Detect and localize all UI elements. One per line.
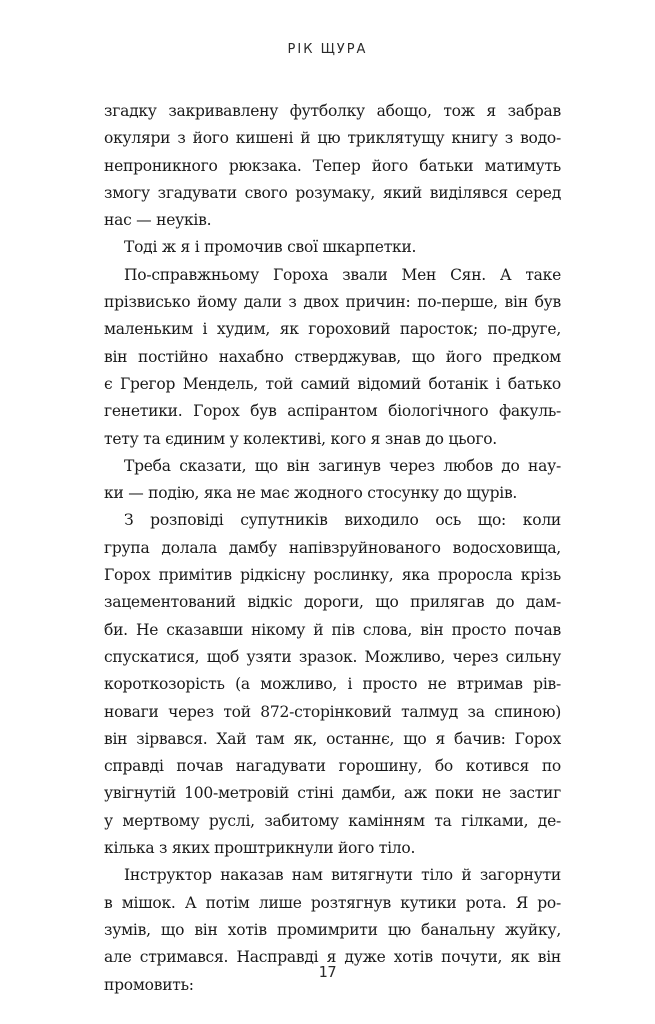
text-line: генетики. Горох був аспірантом біологічного факуль- <box>104 402 561 421</box>
paragraph <box>104 234 561 261</box>
text-line: Інструктор наказав нам витягнути тіло й загорнути <box>124 866 561 885</box>
text-line: спускатися, щоб узяти зразок. Можливо, через сильну <box>104 647 561 666</box>
text-line: ки — подію, яка не має жодного стосунку до щурів. <box>104 484 518 503</box>
text-line: Треба сказати, що він загинув через любов до нау- <box>124 456 561 475</box>
text-line: короткозорість (а можливо, і просто не втримав рів- <box>104 675 561 694</box>
running-head: РІК ЩУРА <box>287 42 368 57</box>
page-number: 17 <box>318 963 337 981</box>
text-line: в мішок. А потім лише розтягнув кутики рота. Я ро- <box>104 893 561 912</box>
text-line: він постійно нахабно стверджував, що його предком <box>104 347 561 366</box>
text-line: він зірвався. Хай там як, останнє, що я бачив: Горох <box>104 729 561 748</box>
text-line: Горох примітив рідкісну рослинку, яка проросла крізь <box>104 566 561 585</box>
paragraph <box>104 453 561 508</box>
text-line: увігнутій 100-метровій стіні дамби, аж поки не застиг <box>104 784 561 803</box>
text-line: є Грегор Мендель, той самий відомий ботанік і батько <box>104 374 561 393</box>
text-line: кілька з яких проштрикнули його тіло. <box>104 839 416 858</box>
text-line: Тоді ж я і промочив свої шкарпетки. <box>124 238 417 257</box>
text-line: згадку закривавлену футболку абощо, тож я забрав <box>104 102 561 120</box>
text-line: промовить: <box>104 975 194 994</box>
paragraph <box>104 507 561 862</box>
text-line: прізвисько йому дали з двох причин: по-перше, він був <box>104 293 561 312</box>
text-line: у мертвому руслі, забитому камінням та гілками, де- <box>104 811 561 830</box>
text-line: По-справжньому Гороха звали Мен Сян. А таке <box>124 265 561 284</box>
text-line: але стримався. Насправді я дуже хотів почути, як він <box>104 948 561 967</box>
text-line: би. Не сказавши нікому й пів слова, він просто почав <box>104 620 561 639</box>
paragraph <box>104 262 561 453</box>
text-line: зацементований відкіс дороги, що прилягав до дам- <box>104 593 561 612</box>
text-line: маленьким і худим, як гороховий паросток; по-друге, <box>104 320 561 339</box>
paragraph <box>104 98 561 234</box>
text-line: змогу згадувати свого розумаку, який виділявся серед <box>104 183 561 202</box>
text-line: новаги через той 872-сторінковий талмуд за спиною) <box>104 702 561 721</box>
text-line: тету та єдиним у колективі, кого я знав до цього. <box>104 429 497 448</box>
text-line: зумів, що він хотів промимрити цю банальну жуйку, <box>104 920 561 939</box>
text-line: З розповіді супутників виходило ось що: коли <box>124 511 561 530</box>
text-line: окуляри з його кишені й цю триклятущу книгу з водо- <box>104 129 561 148</box>
text-line: нас — неуків. <box>104 211 212 230</box>
text-line: група долала дамбу напівзруйнованого водосховища, <box>104 538 561 557</box>
text-line: непроникного рюкзака. Тепер його батьки матимуть <box>104 156 561 175</box>
text-line: справді почав нагадувати горошину, бо котився по <box>104 757 561 776</box>
body-text <box>104 98 561 999</box>
